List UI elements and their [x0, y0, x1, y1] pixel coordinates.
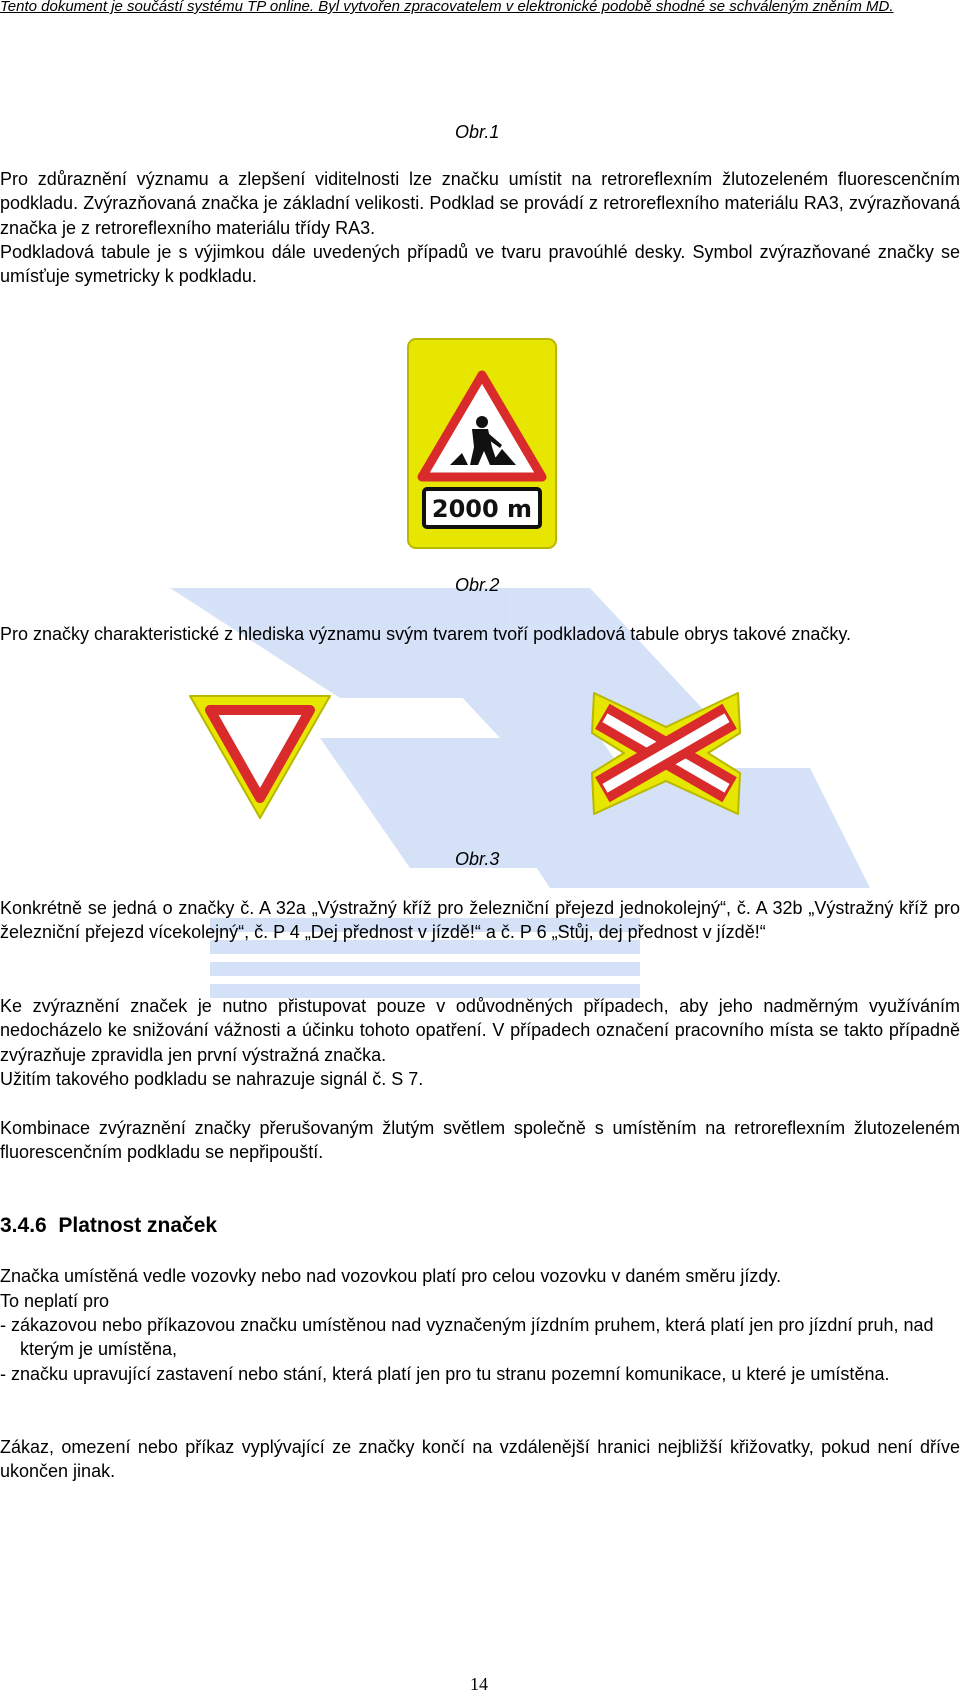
exceptions-list — [0, 1313, 960, 1386]
paragraph-shaped-plates: Pro značky charakteristické z hlediska významu svým tvarem tvoří podkladová tabule obrys takové značky. — [0, 624, 852, 644]
paragraph-combination: Kombinace zvýraznění značky přerušovaným žlutým světlem společně s umístěním na retroreflexním žlutozeleném fluorescenčním podkladu se nepřipouští. — [0, 1118, 960, 1163]
road-work-sign-image — [406, 337, 558, 550]
figure-caption-obr2: Obr.2 — [455, 575, 500, 595]
distance-plate-text: 2000 m — [431, 495, 533, 523]
figure-caption-obr3: Obr.3 — [455, 849, 500, 869]
paragraph-specific-signs: Konkrétně se jedná o značky č. A 32a „Výstražný kříž pro železniční přejezd jednokolejný“, č. A 32b „Výstražný kříž pro železniční přejezd vícekolejný“, č. P 4 „Dej přednost v jízdě!“ a č. P 6 „Stůj, dej přednost v jízdě!“ — [0, 898, 960, 943]
header-note: Tento dokument je součástí systému TP online. Byl vytvořen zpracovatelem v elektronické podobě shodné se schváleným zněním MD. — [0, 0, 894, 14]
yield-sign-image — [186, 692, 334, 822]
figure-caption-obr1: Obr.1 — [455, 122, 500, 142]
list-item: - zákazovou nebo příkazovou značku umístěnou nad vyznačeným jízdním pruhem, která platí jen pro jízdní pruh, nad kterým je umístěna, — [0, 1315, 934, 1360]
paragraph-end-of-validity: Zákaz, omezení nebo příkaz vyplývající ze značky končí na vzdálenější hranici nejbližší křižovatky, pokud není dříve ukončen jinak. — [0, 1437, 960, 1482]
list-item: - značku upravující zastavení nebo stání, která platí jen pro tu stranu pozemní komunikace, u které je umístěna. — [0, 1363, 890, 1384]
paragraph-plate-shape: Podkladová tabule je s výjimkou dále uvedených případů ve tvaru pravoúhlé desky. Symbol zvýrazňované značky se umísťuje symetricky k podkladu. — [0, 242, 960, 287]
paragraph-highlight-intro: Pro zdůraznění významu a zlepšení viditelnosti lze značku umístit na retroreflexním žlutozeleném fluorescenčním podkladu. Zvýrazňovaná značka je základní velikosti. Podklad se provádí z retroreflexního materiálu RA3, zvýrazňovaná značka je z retroreflexního materiálu třídy RA3. — [0, 169, 960, 238]
paragraph-validity: Značka umístěná vedle vozovky nebo nad vozovkou platí pro celou vozovku v daném směru jízdy. — [0, 1266, 782, 1286]
paragraph-justified-use: Ke zvýraznění značek je nutno přistupovat pouze v odůvodněných případech, aby jeho nadměrným využíváním nedocházelo ke snižování vážnosti a účinku tohoto opatření. V případech označení pracovního místa se takto případně zvýrazňuje zpravidla jen první výstražná značka. — [0, 996, 960, 1065]
railway-crossing-cross-image — [586, 687, 746, 820]
page-number: 14 — [470, 1674, 488, 1694]
paragraph-exceptions-intro: To neplatí pro — [0, 1291, 110, 1311]
paragraph-signal-s7: Užitím takového podkladu se nahrazuje signál č. S 7. — [0, 1069, 424, 1089]
section-heading: 3.4.6 Platnost značek — [0, 1214, 218, 1237]
